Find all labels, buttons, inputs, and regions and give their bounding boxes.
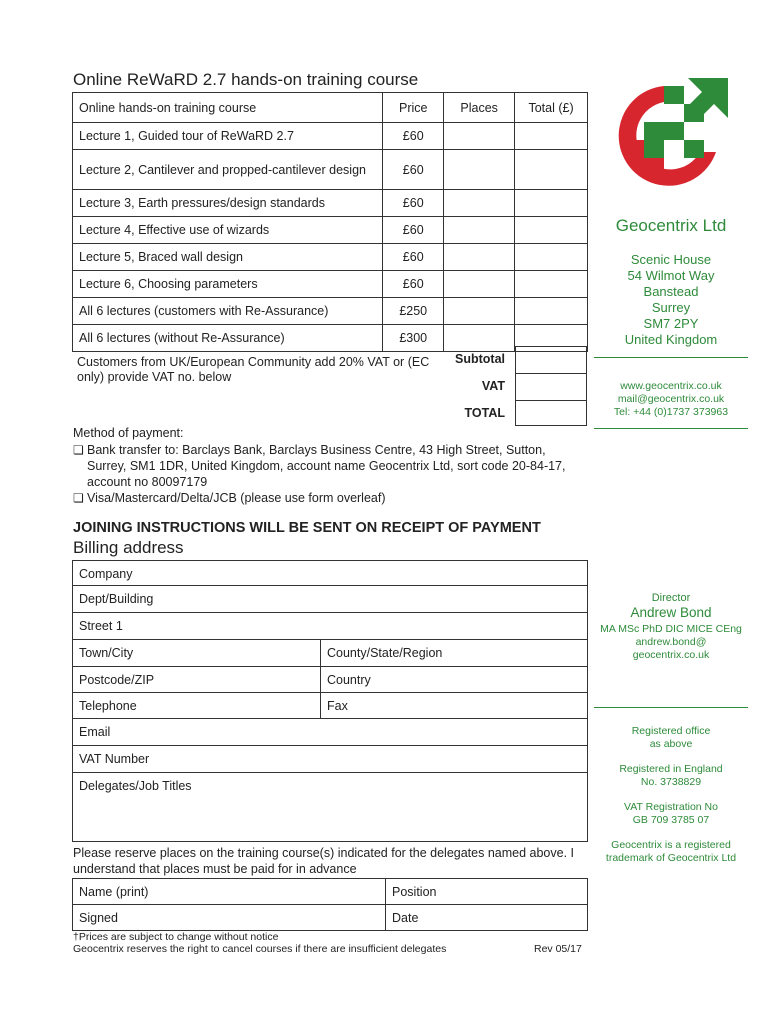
vat-note: Customers from UK/European Community add 20% VAT or (EC only) provide VAT no. below xyxy=(77,355,430,384)
places-input[interactable] xyxy=(444,298,515,325)
contact-info xyxy=(594,380,748,419)
postcode-field[interactable]: Postcode/ZIP xyxy=(72,667,321,693)
table-row xyxy=(73,298,588,325)
registered-office xyxy=(594,725,748,751)
total-input[interactable] xyxy=(515,123,588,150)
page-title: Online ReWaRD 2.7 hands-on training course xyxy=(73,70,419,89)
bank-transfer-text: Bank transfer to: Barclays Bank, Barclays Business Centre, 43 High Street, Sutton, Surrey, SM1 1DR, United Kingdom, account name Geocentrix Ltd, sort code 20-84-17, account no 80097179 xyxy=(87,443,566,489)
footer-note-1: †Prices are subject to change without notice xyxy=(73,931,279,943)
telephone: Tel: +44 (0)1737 373963 xyxy=(613,406,729,418)
table-row xyxy=(73,244,588,271)
reg-office-line: as above xyxy=(649,738,693,750)
places-input[interactable] xyxy=(444,325,515,352)
table-row xyxy=(73,325,588,352)
vat-reg-line: GB 709 3785 07 xyxy=(632,814,710,826)
divider xyxy=(594,707,748,708)
vat-number-field[interactable]: VAT Number xyxy=(72,746,588,773)
address-line: Surrey xyxy=(651,300,691,315)
table-row xyxy=(73,271,588,298)
lecture-price: £300 xyxy=(383,325,444,352)
reg-office-line: Registered office xyxy=(631,725,711,737)
company-name: Geocentrix Ltd xyxy=(615,216,727,235)
places-input[interactable] xyxy=(444,190,515,217)
checkbox-bank[interactable]: ❏ xyxy=(73,443,84,457)
director-name: Andrew Bond xyxy=(630,605,712,620)
lecture-label: Lecture 1, Guided tour of ReWaRD 2.7 xyxy=(73,123,383,150)
lecture-label: All 6 lectures (without Re-Assurance) xyxy=(73,325,383,352)
totals-box xyxy=(515,346,587,426)
signed-field[interactable]: Signed xyxy=(72,905,386,931)
table-row xyxy=(73,217,588,244)
table-row xyxy=(73,123,588,150)
table-row xyxy=(73,150,588,190)
header-course: Online hands-on training course xyxy=(73,93,383,123)
payment-options xyxy=(73,442,588,506)
trademark-line: Geocentrix is a registered xyxy=(611,839,731,851)
address-line: United Kingdom xyxy=(624,332,718,347)
payment-option-bank xyxy=(73,442,588,490)
table-header-row xyxy=(73,93,588,123)
lecture-label: Lecture 6, Choosing parameters xyxy=(73,271,383,298)
director-email-2[interactable]: geocentrix.co.uk xyxy=(632,649,710,661)
lecture-label: Lecture 3, Earth pressures/design standards xyxy=(73,190,383,217)
vat-registration xyxy=(594,801,748,827)
address-line: SM7 2PY xyxy=(643,316,699,331)
address-line: Banstead xyxy=(643,284,699,299)
lecture-price: £250 xyxy=(383,298,444,325)
director-details xyxy=(594,623,748,662)
places-input[interactable] xyxy=(444,123,515,150)
dept-field[interactable]: Dept/Building xyxy=(72,586,588,613)
divider xyxy=(594,428,748,429)
trademark-line: trademark of Geocentrix Ltd xyxy=(605,852,737,864)
position-field[interactable]: Position xyxy=(386,878,588,905)
email-link[interactable]: mail@geocentrix.co.uk xyxy=(617,393,725,405)
address-line: Scenic House xyxy=(630,252,712,267)
company-address xyxy=(594,252,748,348)
lecture-price: £60 xyxy=(383,190,444,217)
lecture-price: £60 xyxy=(383,150,444,190)
reg-england-line: Registered in England xyxy=(619,763,723,775)
table-row xyxy=(73,190,588,217)
street-field[interactable]: Street 1 xyxy=(72,613,588,640)
vat-input[interactable] xyxy=(516,373,586,400)
header-places: Places xyxy=(444,93,515,123)
county-field[interactable]: County/State/Region xyxy=(321,640,588,667)
card-text: Visa/Mastercard/Delta/JCB (please use form overleaf) xyxy=(87,491,386,505)
registered-england xyxy=(594,763,748,789)
address-line: 54 Wilmot Way xyxy=(627,268,715,283)
total-input[interactable] xyxy=(515,190,588,217)
total-input[interactable] xyxy=(515,244,588,271)
reg-england-line: No. 3738829 xyxy=(640,776,702,788)
places-input[interactable] xyxy=(444,271,515,298)
total-label: TOTAL xyxy=(464,406,505,420)
website-link[interactable]: www.geocentrix.co.uk xyxy=(620,380,722,392)
country-field[interactable]: Country xyxy=(321,667,588,693)
lecture-price: £60 xyxy=(383,217,444,244)
total-input[interactable] xyxy=(515,298,588,325)
email-field[interactable]: Email xyxy=(72,719,588,746)
header-price: Price xyxy=(383,93,444,123)
payment-heading: Method of payment: xyxy=(73,426,184,440)
total-input[interactable] xyxy=(515,217,588,244)
fax-field[interactable]: Fax xyxy=(321,693,588,719)
subtotal-input[interactable] xyxy=(516,347,586,373)
total-input[interactable] xyxy=(515,150,588,190)
telephone-field[interactable]: Telephone xyxy=(72,693,321,719)
delegates-field[interactable]: Delegates/Job Titles xyxy=(72,773,588,842)
lecture-price: £60 xyxy=(383,123,444,150)
subtotal-label: Subtotal xyxy=(455,352,505,366)
lecture-label: Lecture 5, Braced wall design xyxy=(73,244,383,271)
company-field[interactable]: Company xyxy=(72,560,588,586)
divider xyxy=(594,357,748,358)
places-input[interactable] xyxy=(444,150,515,190)
total-input[interactable] xyxy=(515,271,588,298)
lecture-label: Lecture 4, Effective use of wizards xyxy=(73,217,383,244)
logo-icon xyxy=(606,74,736,194)
vat-reg-line: VAT Registration No xyxy=(624,801,718,813)
date-field[interactable]: Date xyxy=(386,905,588,931)
reserve-statement: Please reserve places on the training course(s) indicated for the delegates named above. I understand that places must be paid for in advance xyxy=(73,846,574,876)
vat-label: VAT xyxy=(481,379,505,393)
name-print-field[interactable]: Name (print) xyxy=(72,878,386,905)
lecture-label: Lecture 2, Cantilever and propped-cantilever design xyxy=(73,150,383,190)
lecture-label: All 6 lectures (customers with Re-Assurance) xyxy=(73,298,383,325)
lecture-price: £60 xyxy=(383,244,444,271)
revision: Rev 05/17 xyxy=(534,943,582,955)
geocentrix-logo xyxy=(606,74,736,194)
director-qualifications: MA MSc PhD DIC MICE CEng xyxy=(600,623,742,635)
billing-heading: Billing address xyxy=(73,538,184,557)
header-total: Total (£) xyxy=(515,93,588,123)
director-label: Director xyxy=(651,592,691,604)
payment-option-card xyxy=(73,490,588,506)
places-input[interactable] xyxy=(444,244,515,271)
footer-note-2: Geocentrix reserves the right to cancel courses if there are insufficient delegates xyxy=(73,943,447,955)
joining-instructions: JOINING INSTRUCTIONS WILL BE SENT ON RECEIPT OF PAYMENT xyxy=(73,520,541,536)
course-table xyxy=(72,92,588,352)
town-field[interactable]: Town/City xyxy=(72,640,321,667)
total-input[interactable] xyxy=(516,400,586,427)
trademark xyxy=(594,839,748,865)
places-input[interactable] xyxy=(444,217,515,244)
checkbox-card[interactable]: ❏ xyxy=(73,491,84,505)
director-email-1[interactable]: andrew.bond@ xyxy=(635,636,707,648)
lecture-price: £60 xyxy=(383,271,444,298)
